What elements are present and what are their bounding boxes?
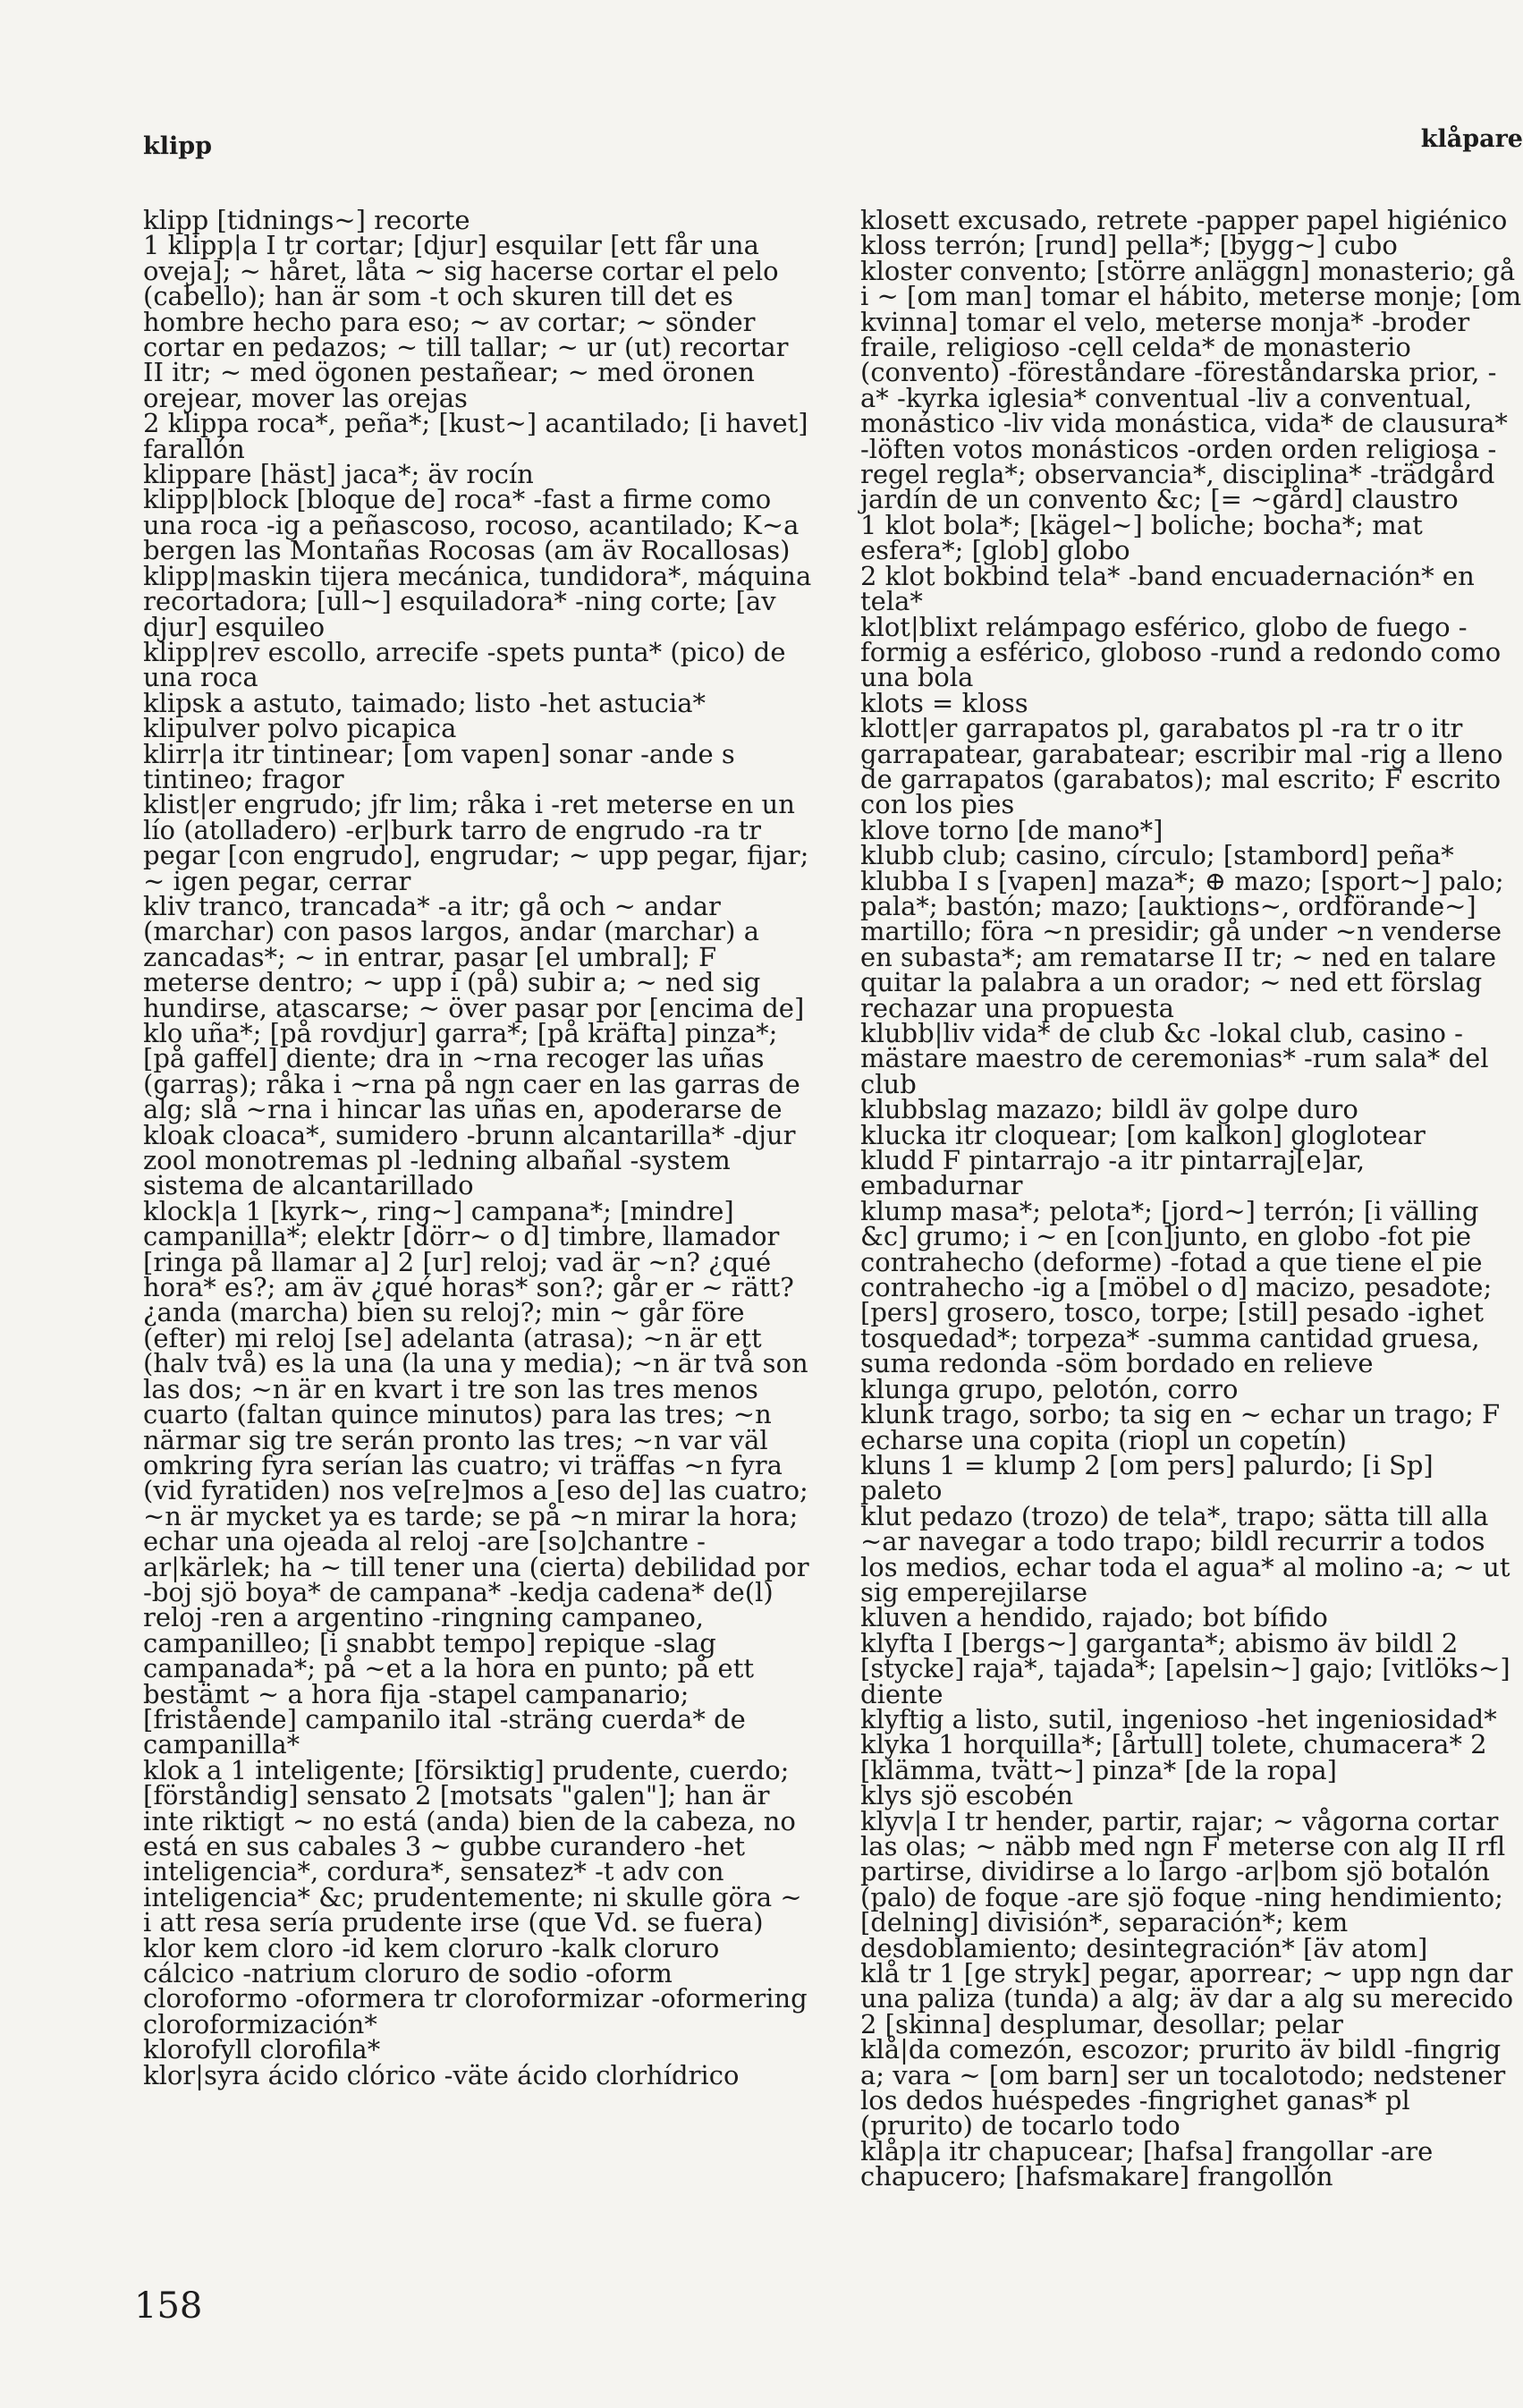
dictionary-entry: kloss terrón; [rund] pella*; [bygg~] cubo: [860, 230, 1398, 261]
dictionary-entry: kluns 1 = klump 2 [om pers] palurdo; [i Sp] paleto: [860, 1449, 1434, 1506]
dictionary-entry: klosett excusado, retrete -papper papel higiénico: [860, 205, 1508, 235]
dictionary-entry: klok a 1 inteligente; [försiktig] prudente, cuerdo; [förståndig] sensato 2 [motsats "galen"]; han är inte riktigt ~ no está (anda) bien de la cabeza, no está en sus cabales 3 ~ gubbe curandero -het inteligencia*, cordura*, sensatez* -t adv con inteligencia* &c; prudentemente; ni skulle göra ~ i att resa sería prudente irse (que Vd. se fuera): [143, 1754, 802, 1938]
dictionary-entry: klyfta I [bergs~] garganta*; abismo äv bildl 2 [stycke] raja*, tajada*; [apelsin~] gajo; [vitlöks~] diente: [860, 1627, 1510, 1709]
dictionary-entry: klys sjö escobén: [860, 1780, 1074, 1811]
dictionary-entry: klubbslag mazazo; bildl äv golpe duro: [860, 1094, 1358, 1125]
dictionary-entry: 2 klot bokbind tela* -band encuadernación* en tela*: [860, 560, 1475, 617]
dictionary-entry: klunga grupo, pelotón, corro: [860, 1373, 1239, 1404]
dictionary-entry: klipsk a astuto, taimado; listo -het astucia*: [143, 687, 707, 718]
dictionary-entry: kluven a hendido, rajado; bot bífido: [860, 1602, 1328, 1633]
left-column: [143, 205, 814, 2247]
page-number: 158: [134, 2285, 203, 2327]
dictionary-entry: klå tr 1 [ge stryk] pegar, aporrear; ~ upp ngn dar una paliza (tunda) a alg; äv dar a alg su merecido 2 [skinna] desplumar, desollar; pelar: [860, 1958, 1514, 2039]
dictionary-entry: klipp|rev escollo, arrecife -spets punta* (pico) de una roca: [143, 636, 786, 693]
dictionary-entry: klyftig a listo, sutil, ingenioso -het ingeniosidad*: [860, 1703, 1497, 1734]
dictionary-entry: klist|er engrudo; jfr lim; råka i -ret meterse en un lío (atolladero) -er|burk tarro de engrudo -ra tr pegar [con engrudo], engrudar; ~ upp pegar, fijar; ~ igen pegar, cerrar: [143, 789, 809, 896]
dictionary-entry: 1 klipp|a I tr cortar; [djur] esquilar [ett får una oveja]; ~ håret, låta ~ sig hacerse cortar el pelo (cabello); han är som -t och skuren till det es hombre hecho para eso; ~ av cortar; ~ sönder cortar en pedazos; ~ till tallar; ~ ur (ut) recortar II itr; ~ med ögonen pestañear; ~ med öronen orejear, mover las orejas: [143, 230, 789, 413]
header-guide-left: klipp: [143, 132, 212, 160]
dictionary-entry: kludd F pintarrajo -a itr pintarraj[e]ar, embadurnar: [860, 1145, 1366, 1201]
dictionary-entry: klipulver polvo picapica: [143, 713, 457, 744]
dictionary-entry: klump masa*; pelota*; [jord~] terrón; [i välling &c] grumo; i ~ en [con]junto, en globo -fot pie contrahecho (deforme) -fotad a que tiene el pie contrahecho -ig a [möbel o d] macizo, pesadote; [pers] grosero, tosco, torpe; [stil] pesado -ighet tosquedad*; torpeza* -summa cantidad gruesa, suma redonda -söm bordado en relieve: [860, 1195, 1493, 1379]
dictionary-entry: klorofyll clorofila*: [143, 2034, 381, 2065]
dictionary-entry: klå|da comezón, escozor; prurito äv bildl -fingrig a; vara ~ [om barn] ser un tocalotodo; nedstener los dedos huéspedes -fingrighet ganas* pl (prurito) de tocarlo todo: [860, 2034, 1506, 2141]
dictionary-entry: klucka itr cloquear; [om kalkon] gloglotear: [860, 1119, 1426, 1150]
dictionary-entry: klipp|maskin tijera mecánica, tundidora*, máquina recortadora; [ull~] esquiladora* -ning corte; [av djur] esquileo: [143, 560, 812, 642]
dictionary-entry: klippare [häst] jaca*; äv rocín: [143, 459, 534, 490]
dictionary-entry: klut pedazo (trozo) de tela*, trapo; sätta till alla ~ar navegar a todo trapo; bildl recurrir a todos los medios, echar toda el agua* al molino -a; ~ ut sig emperejilarse: [860, 1500, 1510, 1607]
dictionary-entry: klott|er garrapatos pl, garabatos pl -ra tr o itr garrapatear, garabatear; escribir mal -rig a lleno de garrapatos (garabatos); mal escrito; F escrito con los pies: [860, 713, 1503, 820]
dictionary-entry: klipp|block [bloque de] roca* -fast a firme como una roca -ig a peñascoso, rocoso, acantilado; K~a bergen las Montañas Rocosas (am äv Rocallosas): [143, 484, 800, 566]
dictionary-entry: klor kem cloro -id kem cloruro -kalk cloruro cálcico -natrium cloruro de sodio -oform cloroformo -oformera tr cloroformizar -oformering cloroformización*: [143, 1932, 808, 2039]
dictionary-entry: klubba I s [vapen] maza*; ⊕ mazo; [sport~] palo; pala*; bastón; mazo; [auktions~, ordförande~] martillo; föra ~n presidir; gå under ~n venderse en subasta*; am rematarse II tr; ~ ned en talare quitar la palabra a un orador; ~ ned ett förslag rechazar una propuesta: [860, 865, 1504, 1023]
dictionary-entry: klubb club; casino, círculo; [stambord] peña*: [860, 840, 1454, 871]
dictionary-entry: klots = kloss: [860, 687, 1028, 718]
dictionary-entry: klo uña*; [på rovdjur] garra*; [på kräfta] pinza*; [på gaffel] diente; dra in ~rna recoger las uñas (garras); råka i ~rna på ngn caer en las garras de alg; slå ~rna i hincar las uñas en, apoderarse de: [143, 1018, 800, 1125]
dictionary-entry: klipp [tidnings~] recorte: [143, 205, 470, 235]
dictionary-entry: 2 klippa roca*, peña*; [kust~] acantilado; [i havet] farallón: [143, 408, 808, 464]
dictionary-entry: klock|a 1 [kyrk~, ring~] campana*; [mindre] campanilla*; elektr [dörr~ o d] timbre, llamador [ringa på llamar a] 2 [ur] reloj; vad är ~n? ¿qué hora* es?; am äv ¿qué horas* son?; går er ~ rätt? ¿anda (marcha) bien su reloj?; min ~ går före (efter) mi reloj [se] adelanta (atrasa); ~n är ett (halv två) es la una (la una y media); ~n är två son las dos; ~n är en kvart i tre son las tres menos cuarto (faltan quince minutos) para las tres; ~n närmar sig tre serán pronto las tres; ~n var väl omkring fyra serían las cuatro; vi träffas ~n fyra (vid fyratiden) nos ve[re]mos a [eso de] las cuatro; ~n är mycket ya es tarde; se på ~n mirar la hora; echar una ojeada al reloj -are [so]chantre -ar|kärlek; ha ~ till tener una (cierta) debilidad por -boj sjö boya* de campana* -kedja cadena* de(l) reloj -ren a argentino -ringning campaneo, campanilleo; [i snabbt tempo] repique -slag campanada*; på ~et a la hora en punto; på ett bestämt ~ a hora fija -stapel campanario; [fristående] campanilo ital -sträng cuerda* de campanilla*: [143, 1195, 809, 1760]
dictionary-entry: 1 klot bola*; [kägel~] boliche; bocha*; mat esfera*; [glob] globo: [860, 509, 1423, 566]
dictionary-entry: klyv|a I tr hender, partir, rajar; ~ vågorna cortar las olas; ~ näbb med ngn F meterse con alg II rfl partirse, dividirse a lo largo -ar|bom sjö botalón (palo) de foque -are sjö foque -ning hendimiento; [delning] división*, separación*; kem desdoblamiento; desintegración* [äv atom]: [860, 1805, 1506, 1963]
header-guide-right: klåpare: [1420, 125, 1523, 153]
dictionary-entry: kloster convento; [större anläggn] monasterio; gå i ~ [om man] tomar el hábito, meterse monje; [om kvinna] tomar el velo, meterse monja* -broder fraile, religioso -cell celda* de monasterio (convento) -föreståndare -föreståndarska prior, -a* -kyrka iglesia* conventual -liv a conventual, monástico -liv vida monástica, vida* de clausura* -löften votos monásticos -orden orden religiosa -regel regla*; observancia*, disciplina* -trädgård jardín de un convento &c; [= ~gård] claustro: [860, 255, 1522, 515]
dictionary-entry: klove torno [de mano*]: [860, 814, 1163, 845]
dictionary-entry: klor|syra ácido clórico -väte ácido clorhídrico: [143, 2059, 740, 2090]
dictionary-entry: klirr|a itr tintinear; [om vapen] sonar -ande s tintineo; fragor: [143, 738, 735, 794]
right-column: [860, 205, 1523, 2192]
dictionary-entry: kliv tranco, trancada* -a itr; gå och ~ andar (marchar) con pasos largos, andar (marchar) a zancadas*; ~ in entrar, pasar [el umbral]; F meterse dentro; ~ upp i (på) subir a; ~ ned sig hundirse, atascarse; ~ över pasar por [encima de]: [143, 890, 805, 1023]
dictionary-entry: klunk trago, sorbo; ta sig en ~ echar un trago; F echarse una copita (riopl un copetín): [860, 1399, 1501, 1455]
dictionary-entry: kloak cloaca*, sumidero -brunn alcantarilla* -djur zool monotremas pl -ledning albañal -system sistema de alcantarillado: [143, 1119, 796, 1201]
dictionary-entry: klyka 1 horquilla*; [årtull] tolete, chumacera* 2 [klämma, tvätt~] pinza* [de la ropa]: [860, 1729, 1487, 1785]
dictionary-entry: klot|blixt relámpago esférico, globo de fuego -formig a esférico, globoso -rund a redondo como una bola: [860, 611, 1502, 693]
dictionary-entry: klåp|a itr chapucear; [hafsa] frangollar -are chapucero; [hafsmakare] frangollón: [860, 2135, 1434, 2192]
dictionary-entry: klubb|liv vida* de club &c -lokal club, casino -mästare maestro de ceremonias* -rum sala* del club: [860, 1018, 1489, 1099]
